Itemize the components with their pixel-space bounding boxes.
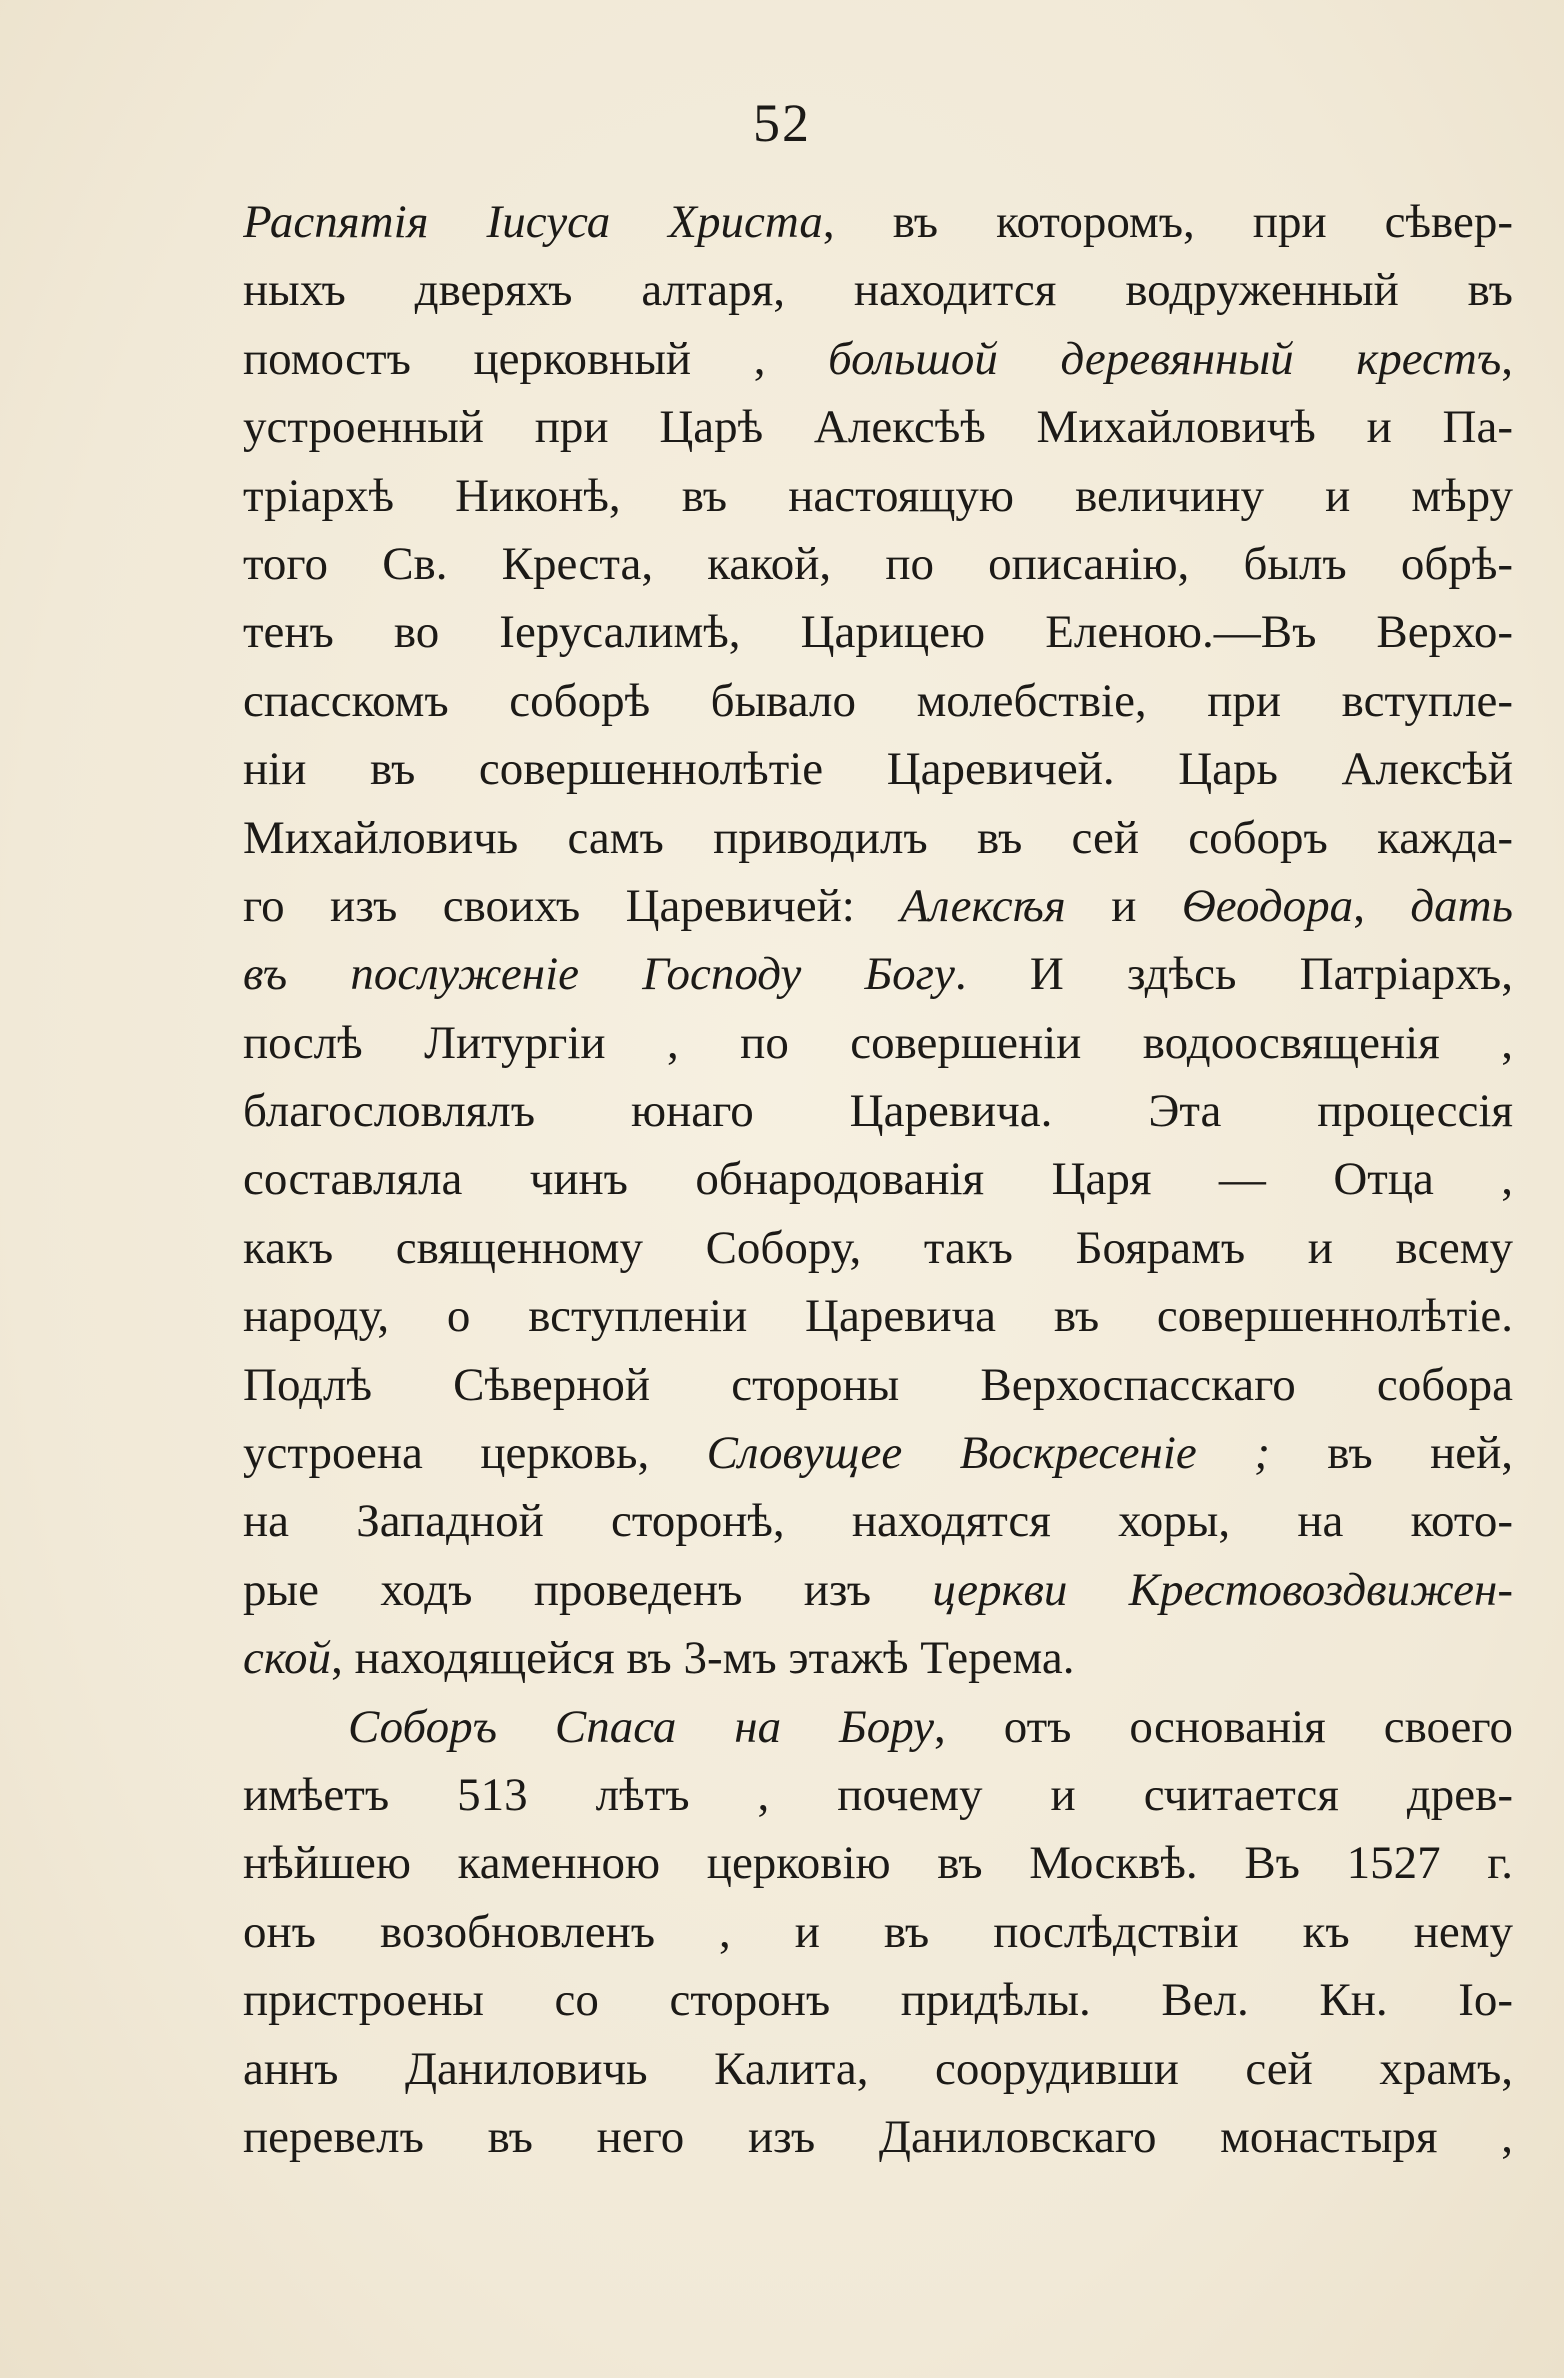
text-line: помостъ церковный , большой деревянный крестъ, xyxy=(243,332,1513,385)
text-line: послѣ Литургіи , по совершеніи водоосвященія , xyxy=(243,1016,1513,1069)
text-line: онъ возобновленъ , и въ послѣдствіи къ нему xyxy=(243,1905,1513,1958)
text-line: перевелъ въ него изъ Даниловскаго монастыря , xyxy=(243,2110,1513,2163)
body-text xyxy=(243,188,1513,2171)
text-line: пристроены со сторонъ придѣлы. Вел. Кн. Іо- xyxy=(243,1974,1513,2027)
text-line: аннъ Даниловичь Калита, соорудивши сей храмъ, xyxy=(243,2042,1513,2095)
text-line: Распятія Іисуса Христа, въ которомъ, при сѣвер- xyxy=(243,196,1513,248)
text-line: народу, о вступленіи Царевича въ совершеннолѣтіе. xyxy=(243,1290,1513,1343)
text-line: устроена церковь, Словущее Воскресеніе ; въ ней, xyxy=(243,1427,1513,1480)
text-line: спасскомъ соборѣ бывало молебствіе, при вступле- xyxy=(243,674,1513,727)
text-line: благословлялъ юнаго Царевича. Эта процессія xyxy=(243,1085,1513,1138)
text-line: тенъ во Іерусалимѣ, Царицею Еленою.—Въ Верхо- xyxy=(243,606,1513,659)
text-line: Соборъ Спаса на Бору, отъ основанія своего xyxy=(348,1700,1513,1753)
text-line: на Западной сторонѣ, находятся хоры, на кото- xyxy=(243,1495,1513,1548)
text-line: Михайловичь самъ приводилъ въ сей соборъ кажда- xyxy=(243,811,1513,864)
text-line: тріархѣ Никонѣ, въ настоящую величину и мѣру xyxy=(243,469,1513,522)
text-line: ніи въ совершеннолѣтіе Царевичей. Царь Алексѣй xyxy=(243,743,1513,796)
page-number: 52 xyxy=(753,93,811,153)
text-line: въ послуженіе Господу Богу. И здѣсь Патріархъ, xyxy=(243,948,1513,1001)
text-line: нѣйшею каменною церковію въ Москвѣ. Въ 1527 г. xyxy=(243,1837,1513,1890)
text-line: ныхъ дверяхъ алтаря, находится водруженный въ xyxy=(243,264,1513,317)
text-line: устроенный при Царѣ Алексѣѣ Михайловичѣ и Па- xyxy=(243,401,1513,454)
text-line: Подлѣ Сѣверной стороны Верхоспасскаго собора xyxy=(243,1358,1513,1411)
text-line: ской, находящейся въ 3-мъ этажѣ Терема. xyxy=(243,1632,1075,1685)
text-line: имѣетъ 513 лѣтъ , почему и считается древ- xyxy=(243,1768,1513,1821)
text-line: составляла чинъ обнародованія Царя — Отца , xyxy=(243,1153,1513,1206)
text-line: рые ходъ проведенъ изъ церкви Крестовоздвижен- xyxy=(243,1563,1513,1616)
text-line: того Св. Креста, какой, по описанію, былъ обрѣ- xyxy=(243,537,1513,590)
text-line: го изъ своихъ Царевичей: Алексѣя и Ѳеодора, дать xyxy=(243,879,1513,932)
text-line: какъ священному Собору, такъ Боярамъ и всему xyxy=(243,1221,1513,1274)
